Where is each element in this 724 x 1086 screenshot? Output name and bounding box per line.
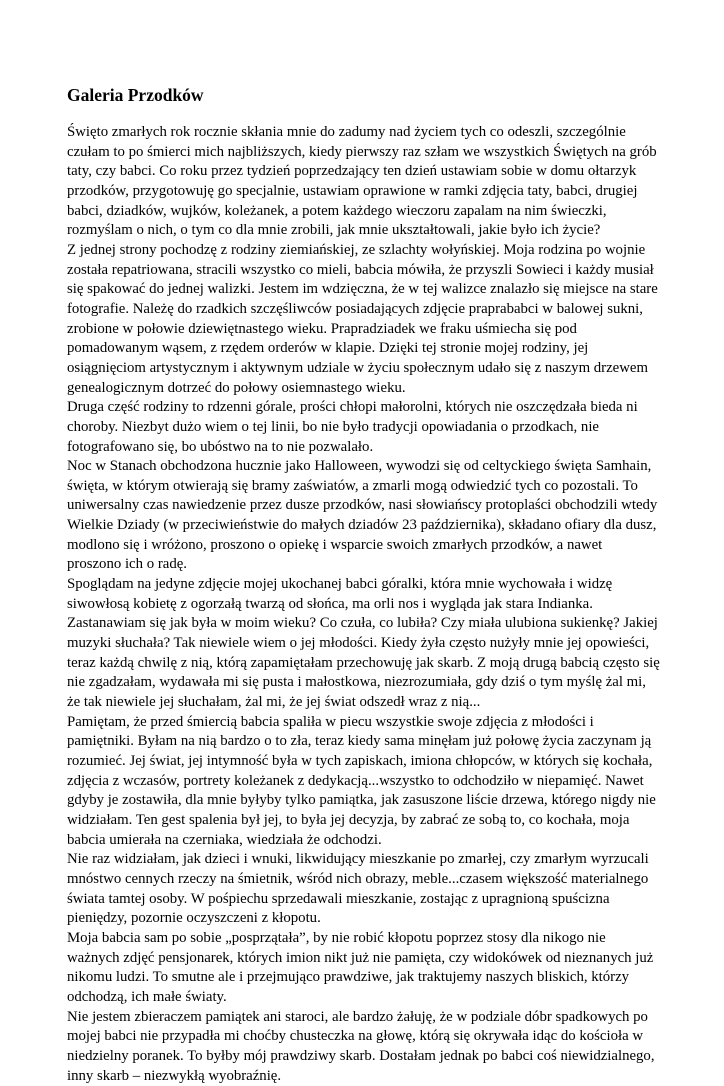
paragraph: Noc w Stanach obchodzona hucznie jako Halloween, wywodzi się od celtyckiego święta Samhain, święta, w którym otwierają się bramy zaświatów, a zmarli mogą odwiedzić tych co pozostali. To uniwersalny czas nawiedzenie przez dusze przodków, nasi słowiańscy protoplaści obchodzili wtedy Wielkie Dziady (w przeciwieństwie do małych dziadów 23 października), składano ofiary dla dusz, modlono się i wróżono, proszono o opiekę i wsparcie swoich zmarłych przodków, a nawet proszono ich o radę.	[67, 458, 658, 573]
document-page	[67, 84, 667, 1086]
document-body	[67, 123, 667, 1086]
paragraph: Z jednej strony pochodzę z rodziny ziemiańskiej, ze szlachty wołyńskiej. Moja rodzina po wojnie została repatriowana, stracili wszystko co mieli, babcia mówiła, że przyszli Sowieci i każdy musiał się spakować do jednej walizki. Jestem im wdzięczna, że w tej walizce znalazło się miejsce na stare fotografie. Należę do rzadkich szczęśliwców posiadających zdjęcie praprababci w balowej sukni, zrobione w połowie dziewiętnastego wieku. Prapradziadek we fraku uśmiecha się pod pomadowanym wąsem, z rzędem orderów w klapie. Dzięki tej stronie mojej rodziny, jej osiągnięciom artystycznym i aktywnym udziale w życiu społecznym udało się z naszym drzewem genealogicznym dotrzeć do połowy osiemnastego wieku.	[67, 241, 658, 396]
paragraph: Moja babcia sam po sobie „posprzątała”, by nie robić kłopotu poprzez stosy dla nikogo nie ważnych zdjęć pensjonarek, których imion nikt już nie pamięta, czy widokówek od nieznanych już nikomu ludzi. To smutne ale i przejmująco prawdziwe, jak traktujemy naszych bliskich, którzy odchodzą, ich małe światy.	[67, 929, 654, 1005]
paragraph: Pamiętam, że przed śmiercią babcia spaliła w piecu wszystkie swoje zdjęcia z młodości i pamiętniki. Byłam na nią bardzo o to zła, teraz kiedy sama minęłam już połowę życia zaczynam ją rozumieć. Jej świat, jej intymność była w tych zapiskach, imiona chłopców, w których się kochała, zdjęcia z wczasów, portrety koleżanek z dedykacją...wszystko to odchodziło w niepamięć. Nawet gdyby je zostawiła, dla mnie byłyby tylko pamiątka, jak zasuszone liście drzewa, którego nigdy nie widziałam. Ten gest spalenia był jej, to była jej decyzja, by zabrać ze sobą to, co kochała, moja babcia umierała na czerniaka, wiedziała że odchodzi.	[67, 713, 656, 848]
paragraph: Spoglądam na jedyne zdjęcie mojej ukochanej babci góralki, która mnie wychowała i widzę siwowłosą kobietę z ogorzałą twarzą od słońca, ma orli nos i wygląda jak stara Indianka. Zastanawiam się jak była w moim wieku? Co czuła, co lubiła? Czy miała ulubiona sukienkę? Jakiej muzyki słuchała? Tak niewiele wiem o jej młodości. Kiedy żyła często nużyły mnie jej opowieści, teraz każdą chwilę z nią, którą zapamiętałam przechowuję jak skarb. Z moją drugą babcią często się nie zgadzałam, wydawała mi się pusta i małostkowa, niezrozumiała, gdy dziś o tym myślę żal mi, że tak niewiele jej słuchałam, żal mi, że jej świat odszedł wraz z nią...	[67, 576, 660, 711]
paragraph: Nie raz widziałam, jak dzieci i wnuki, likwidujący mieszkanie po zmarłej, czy zmarłym wyrzucali mnóstwo cennych rzeczy na śmietnik, wśród nich obrazy, meble...czasem większość materialnego świata tamtej osoby. W pośpiechu sprzedawali mieszkanie, zostając z upragnioną spuścizna pieniędzy, pozornie oczyszczeni z kłopotu.	[67, 851, 649, 927]
paragraph: Nie jestem zbieraczem pamiątek ani staroci, ale bardzo żałuję, że w podziale dóbr spadkowych po mojej babci nie przypadła mi choćby chusteczka na głowę, którą się okrywała idąc do kościoła w niedzielny poranek. To byłby mój prawdziwy skarb. Dostałam jednak po babci coś niewidzialnego, inny skarb – niezwykłą wyobraźnię.	[67, 1008, 655, 1084]
document-title: Galeria Przodków	[67, 85, 204, 105]
paragraph: Druga część rodziny to rdzenni górale, prości chłopi małorolni, których nie oszczędzała bieda ni choroby. Niezbyt dużo wiem o tej linii, bo nie było tradycji opowiadania o przodkach, nie fotografowano się, bo ubóstwo na to nie pozwalało.	[67, 399, 638, 455]
paragraph: Święto zmarłych rok rocznie skłania mnie do zadumy nad życiem tych co odeszli, szczególnie czułam to po śmierci mich najbliższych, kiedy pierwszy raz szłam we wszystkich Świętych na grób taty, czy babci. Co roku przez tydzień poprzedzający ten dzień ustawiam sobie w domu ołtarzyk przodków, przygotowuję go specjalnie, ustawiam oprawione w ramki zdjęcia taty, babci, drugiej babci, dziadków, wujków, koleżanek, a potem każdego wieczoru zapalam na nim świeczki, rozmyślam o nich, o tym co dla mnie zrobili, jak mnie ukształtowali, jakie było ich życie?	[67, 124, 657, 239]
